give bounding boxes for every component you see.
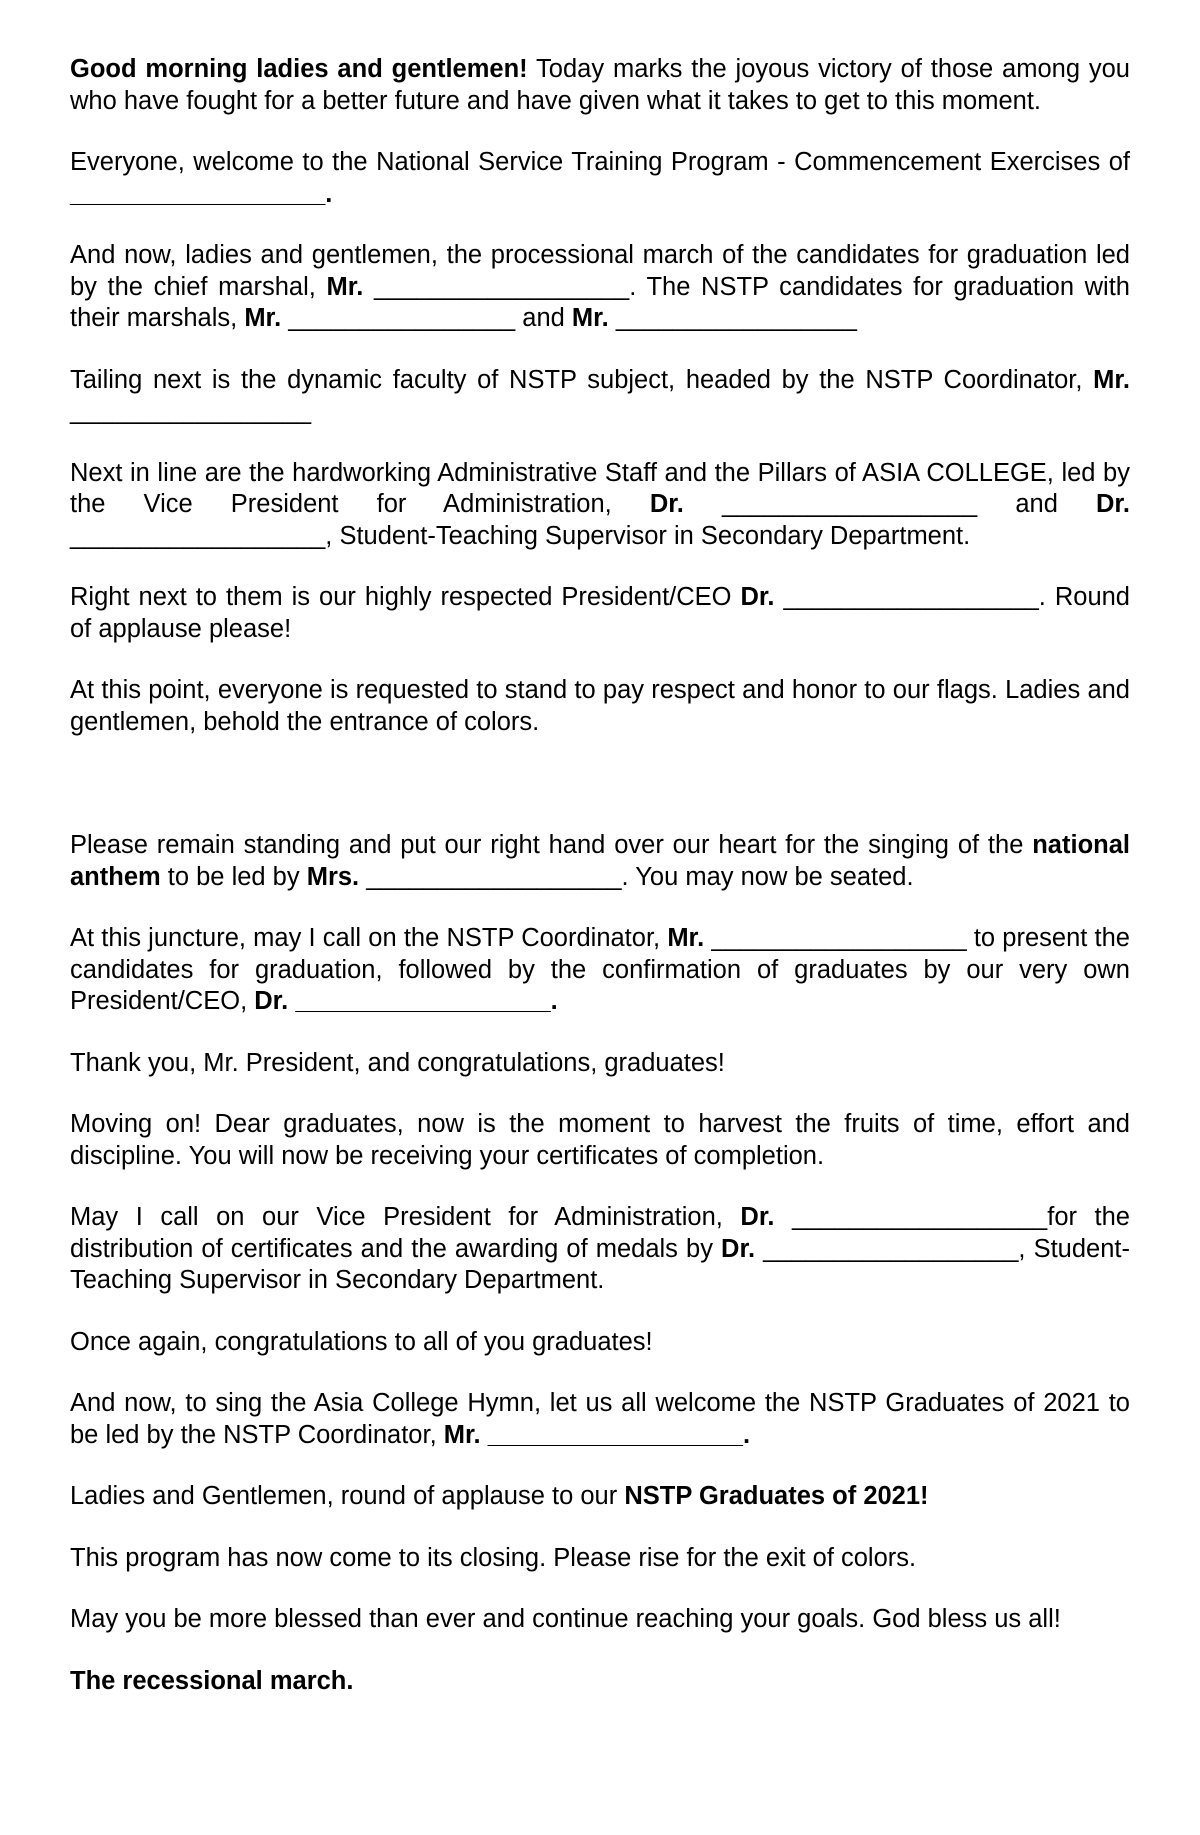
faculty-text: Tailing next is the dynamic faculty of NSTP subject, headed by the NSTP Coordinator,	[70, 365, 1094, 394]
blank-president: __________________	[783, 583, 1039, 611]
admin-and: and	[977, 490, 1096, 518]
hymn-text: And now, to sing the Asia College Hymn, let us all welcome the NSTP Graduates of 2021 to be led by the NSTP Coordinator,	[70, 1389, 1130, 1449]
paragraph-opening-greeting	[70, 54, 1130, 117]
blank-vp-distribution: __________________	[791, 1203, 1048, 1231]
presentation-period: .	[550, 987, 558, 1015]
blank-exercises-date: __________________	[70, 179, 326, 208]
blank-marshal-2: _________________	[615, 304, 857, 332]
paragraph-faculty	[70, 365, 1130, 428]
admin-text-1: Next in line are the hardworking Administrative Staff and the Pillars of ASIA COLLEGE, led by the Vice President for Administration,	[70, 458, 1130, 518]
anthem-text-2: to be led by	[160, 862, 307, 891]
moving-on-text: Moving on! Dear graduates, now is the moment to harvest the fruits of time, effort and discipline. You will now be receiving your certificates of completion.	[70, 1110, 1130, 1170]
blessing-text: May you be more blessed than ever and continue reaching your goals. God bless us all!	[70, 1605, 1061, 1633]
certificates-text-1: May I call on our Vice President for Administration,	[70, 1203, 741, 1231]
paragraph-national-anthem	[70, 830, 1130, 893]
paragraph-blessing	[70, 1604, 1130, 1636]
paragraph-closing	[70, 1543, 1130, 1575]
presentation-text-1: At this juncture, may I call on the NSTP Coordinator,	[70, 924, 668, 952]
president-text-1: Right next to them is our highly respected President/CEO	[70, 583, 741, 611]
paragraph-entrance-of-colors	[70, 675, 1130, 738]
blank-coordinator-presenter: __________________	[711, 924, 967, 952]
blank-chief-marshal: __________________	[373, 272, 630, 301]
blank-anthem-leader: __________________	[366, 862, 622, 891]
paragraph-congratulations	[70, 1327, 1130, 1359]
greeting-bold-text: Good morning ladies and gentlemen!	[70, 55, 528, 83]
certificates-title-dr-2: Dr.	[721, 1234, 756, 1263]
paragraph-round-of-applause	[70, 1481, 1130, 1513]
admin-title-dr-1: Dr.	[649, 490, 684, 518]
paragraph-processional-march	[70, 240, 1130, 335]
paragraph-administrative-staff	[70, 458, 1130, 553]
processional-and: and	[515, 304, 572, 332]
blank-supervisor: __________________	[70, 521, 326, 550]
congratulations-text: Once again, congratulations to all of you graduates!	[70, 1327, 653, 1356]
processional-text-1: And now, ladies and gentlemen, the processional march of the candidates for graduation led by the chief marshal,	[70, 241, 1130, 301]
processional-title-mr-3: Mr.	[571, 304, 609, 332]
processional-title-mr-2: Mr.	[244, 304, 282, 332]
anthem-bold-text: national anthem	[70, 831, 1130, 891]
closing-text: This program has now come to its closing. Please rise for the exit of colors.	[70, 1543, 917, 1572]
paragraph-recessional-march	[70, 1666, 1130, 1698]
blank-marshal-1: ________________	[288, 304, 516, 332]
paragraph-presentation-of-candidates	[70, 923, 1130, 1018]
faculty-title-mr: Mr.	[1093, 365, 1130, 394]
anthem-title-mrs: Mrs.	[306, 862, 360, 891]
paragraph-welcome	[70, 147, 1130, 210]
greeting-text: Today marks the joyous victory of those among you who have fought for a better future and have given what it takes to get to this moment.	[70, 55, 1130, 115]
blank-president-confirmation: __________________	[295, 987, 551, 1015]
admin-text-2: , Student-Teaching Supervisor in Secondary Department.	[325, 521, 971, 550]
paragraph-president	[70, 582, 1130, 645]
welcome-period: .	[325, 179, 333, 208]
blank-vice-president: __________________	[721, 490, 978, 518]
recessional-bold-text: The recessional march.	[70, 1666, 354, 1695]
presentation-text-2: to present the candidates for graduation, followed by the confirmation of graduates by our very own President/CEO,	[70, 924, 1130, 1015]
president-text-2: . Round of applause please!	[70, 583, 1130, 643]
president-title-dr: Dr.	[740, 583, 775, 611]
blank-hymn-leader: __________________	[487, 1420, 743, 1449]
hymn-period: .	[742, 1420, 751, 1449]
certificates-text-3: , Student-Teaching Supervisor in Secondary Department.	[70, 1234, 1130, 1294]
certificates-text-2: for the distribution of certificates and the awarding of medals by	[70, 1203, 1130, 1263]
colors-text: At this point, everyone is requested to stand to pay respect and honor to our flags. Ladies and gentlemen, behold the entrance of colors.	[70, 676, 1130, 736]
hymn-title-mr: Mr.	[443, 1420, 481, 1449]
paragraph-college-hymn	[70, 1388, 1130, 1451]
applause-bold-text: NSTP Graduates of 2021!	[624, 1482, 929, 1510]
processional-text-2: . The NSTP candidates for graduation with their marshals,	[70, 272, 1130, 332]
anthem-text-1: Please remain standing and put our right hand over our heart for the singing of the	[70, 831, 1033, 859]
presentation-title-dr: Dr.	[254, 987, 289, 1015]
thank-you-text: Thank you, Mr. President, and congratulations, graduates!	[70, 1048, 725, 1077]
applause-text: Ladies and Gentlemen, round of applause to our	[70, 1482, 625, 1510]
blank-nstp-coordinator: _________________	[70, 397, 312, 425]
paragraph-thank-you	[70, 1048, 1130, 1080]
paragraph-distribution-of-certificates	[70, 1202, 1130, 1297]
anthem-text-3: . You may now be seated.	[621, 862, 914, 891]
paragraph-moving-on	[70, 1109, 1130, 1172]
welcome-text: Everyone, welcome to the National Service Training Program - Commencement Exercises of	[70, 148, 1130, 176]
presentation-title-mr: Mr.	[667, 924, 705, 952]
admin-title-dr-2: Dr.	[1095, 490, 1131, 518]
certificates-title-dr-1: Dr.	[740, 1203, 775, 1231]
blank-medal-awarder: __________________	[763, 1234, 1019, 1263]
program-script-page	[70, 54, 1130, 1727]
processional-title-mr-1: Mr.	[326, 272, 364, 301]
